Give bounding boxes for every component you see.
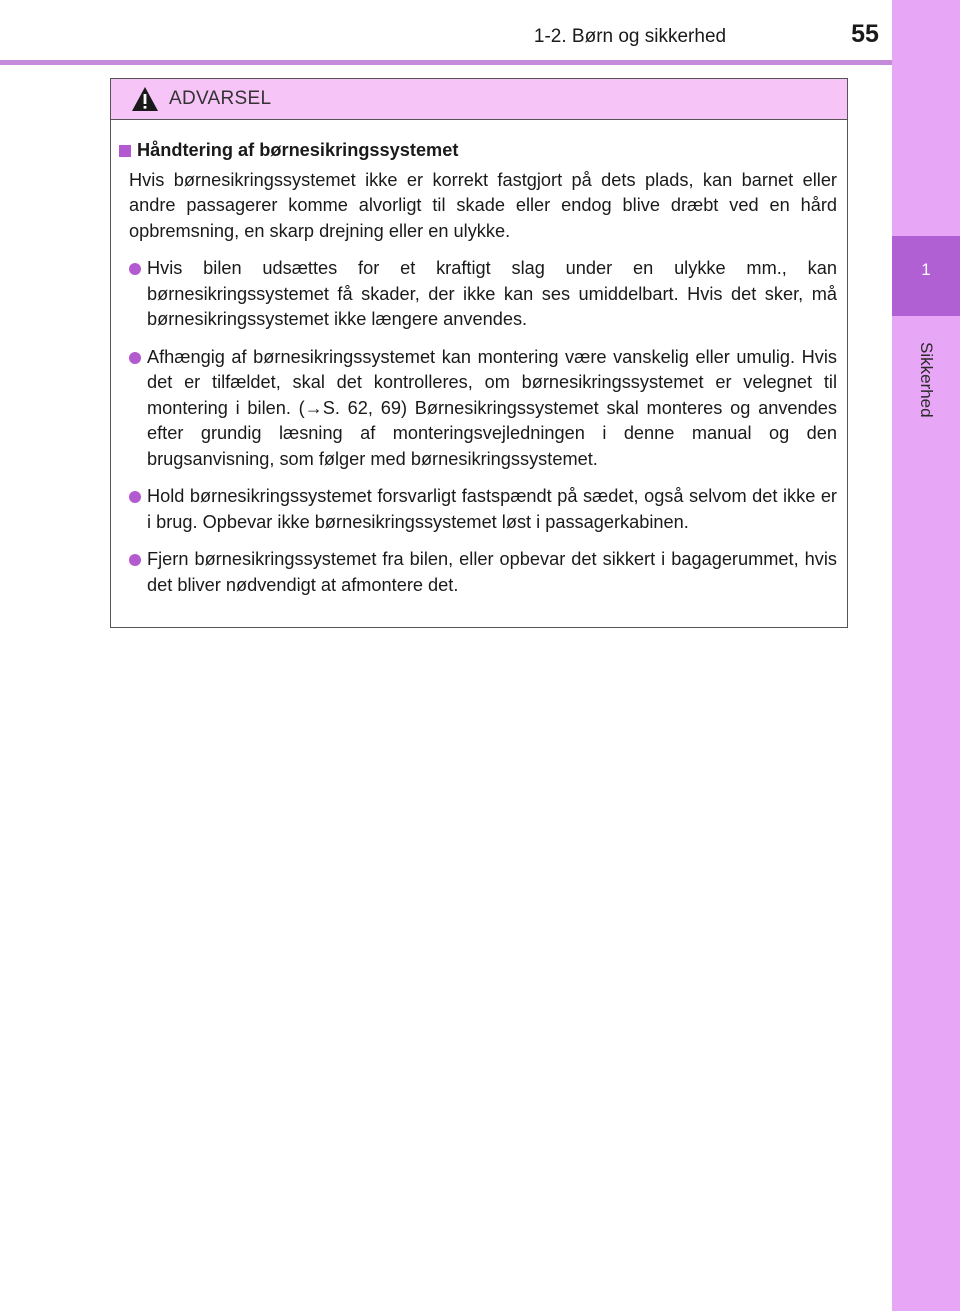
warning-box	[110, 78, 848, 628]
list-item	[119, 345, 837, 473]
header-rule	[0, 60, 892, 65]
list-item	[119, 256, 837, 333]
side-tab	[892, 0, 960, 1311]
list-item-text: Hold børnesikringssystemet forsvarligt fastspændt på sædet, også selvom det ikke er i brug. Opbevar ikke børnesikringssystemet løst i passagerkabinen.	[147, 486, 837, 532]
list-item-text: Fjern børnesikringssystemet fra bilen, eller opbevar det sikkert i bagagerummet, hvis det bliver nødvendigt at afmontere det.	[147, 549, 837, 595]
warning-body	[111, 120, 847, 598]
list-item	[119, 547, 837, 598]
list-item-text: Hvis bilen udsættes for et kraftigt slag under en ulykke mm., kan børnesikringssystemet få skader, der ikke kan ses umiddelbart. Hvis det sker, må børnesikringssystemet ikke længere anvendes.	[147, 258, 837, 329]
intro-paragraph: Hvis børnesikringssystemet ikke er korrekt fastgjort på dets plads, kan barnet eller andre passagerer komme alvorligt til skade eller endog blive dræbt ved en hård opbremsning, en skarp drejning eller en ulykke.	[129, 169, 837, 241]
list-item	[119, 484, 837, 535]
section-heading-text: Håndtering af børnesikringssystemet	[137, 140, 459, 160]
square-bullet-icon	[119, 145, 131, 157]
list-item-text-after: S. 62, 69) Børnesikringssystemet skal monteres og anvendes efter grundig læsning af monteringsvejledningen i denne manual og den brugsanvisning, som følger med børnesikringssystemet.	[147, 397, 837, 469]
list-item-text	[147, 345, 837, 473]
page-number: 55	[851, 20, 879, 48]
side-tab-label: Sikkerhed	[917, 342, 936, 418]
warning-header	[111, 79, 847, 120]
warning-title: ADVARSEL	[169, 88, 272, 109]
round-bullet-icon	[129, 352, 141, 364]
round-bullet-icon	[129, 491, 141, 503]
warning-triangle-icon	[131, 86, 159, 112]
section-heading	[119, 138, 837, 164]
page-reference-arrow[interactable]: →	[304, 397, 323, 418]
round-bullet-icon	[129, 554, 141, 566]
list-item-text-before: Afhængig af børnesikringssystemet kan montering være vanskelig eller umulig. Hvis det er tilfældet, skal det kontrolleres, om børnesikringssystemet er velegnet til montering i bilen. (	[147, 346, 837, 418]
round-bullet-icon	[129, 263, 141, 275]
chapter-title: 1-2. Børn og sikkerhed	[533, 26, 727, 47]
side-tab-number: 1	[921, 260, 931, 279]
